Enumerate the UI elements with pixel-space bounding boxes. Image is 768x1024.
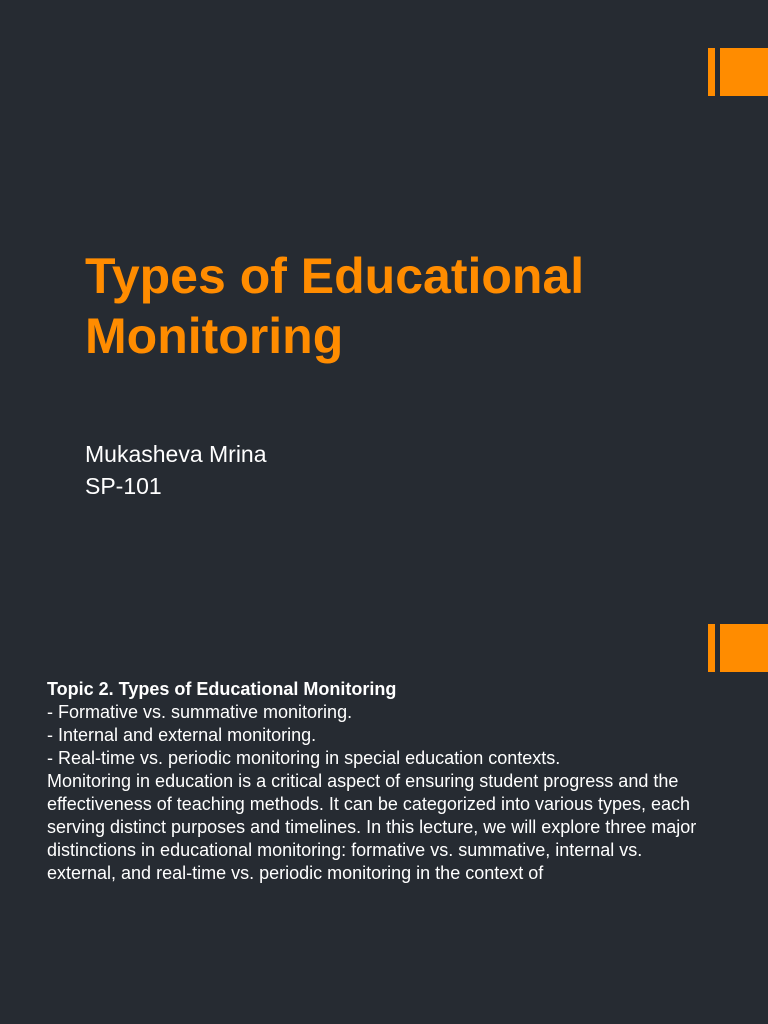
accent-thin-stripe bbox=[708, 48, 715, 96]
accent-block bbox=[720, 48, 768, 96]
author-name: Mukasheva Mrina bbox=[85, 441, 267, 467]
notes-paragraph: Monitoring in education is a critical aspect of ensuring student progress and the effectiveness of teaching methods. It can be categorized into various types, each serving distinct purposes and timelines. In this lecture, we will explore three major distinctions in educational monitoring: formative vs. summative, internal vs. external, and real-time vs. periodic monitoring in the context of bbox=[47, 771, 697, 883]
bullet-item: - Internal and external monitoring. bbox=[47, 725, 317, 745]
bullet-item: - Real-time vs. periodic monitoring in special education contexts. bbox=[47, 748, 561, 768]
lecture-notes bbox=[47, 678, 707, 885]
accent-thin-stripe bbox=[708, 624, 715, 672]
slide-subtitle bbox=[85, 438, 267, 502]
bullet-item: - Formative vs. summative monitoring. bbox=[47, 702, 353, 722]
orange-accent-bar-top bbox=[708, 48, 768, 96]
accent-block bbox=[720, 624, 768, 672]
notes-heading: Topic 2. Types of Educational Monitoring bbox=[47, 679, 397, 699]
orange-accent-bar-middle bbox=[708, 624, 768, 672]
group-code: SP-101 bbox=[85, 473, 162, 499]
slide-title: Types of Educational Monitoring bbox=[85, 248, 585, 364]
